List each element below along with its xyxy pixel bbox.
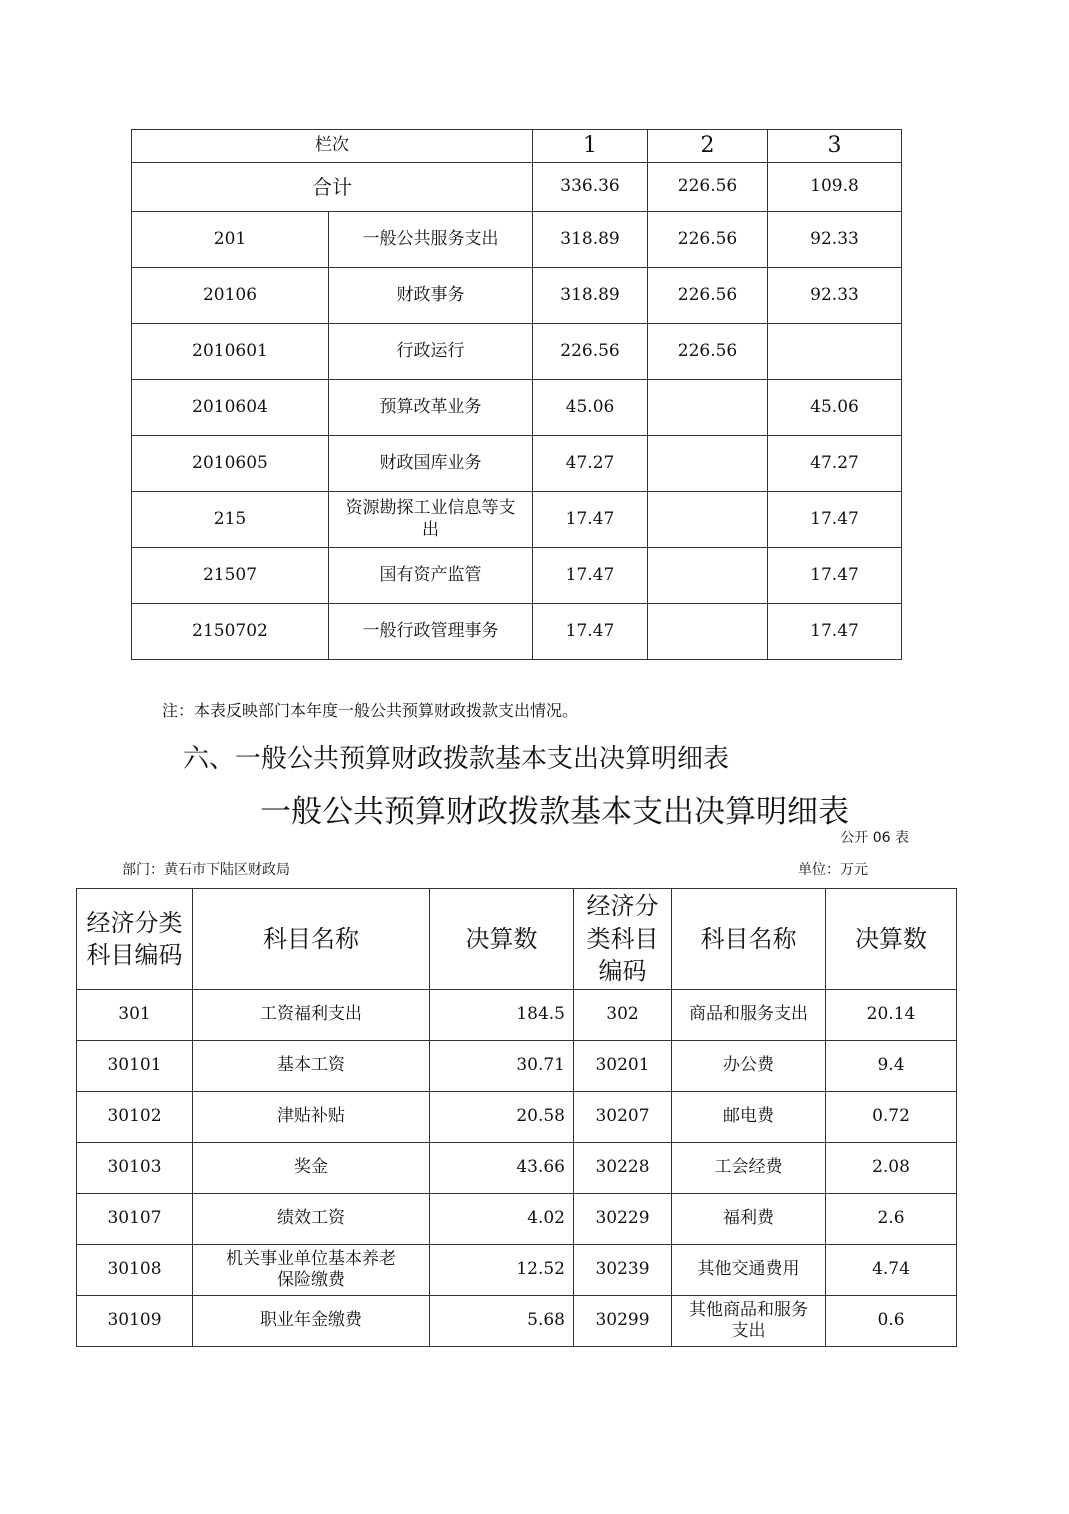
- name: 基本工资: [193, 1041, 430, 1092]
- code-2: 30229: [574, 1194, 672, 1245]
- table-row: [77, 1092, 957, 1143]
- header-code: 经济分类科目编码: [77, 889, 193, 990]
- table-row: [132, 268, 902, 324]
- code-2: 30299: [574, 1296, 672, 1347]
- header-name-2: 科目名称: [672, 889, 826, 990]
- amount: 43.66: [430, 1143, 574, 1194]
- total-label: 合计: [132, 163, 533, 212]
- table-number: 公开 06 表: [840, 830, 909, 846]
- table-row: [77, 1041, 957, 1092]
- table-note: 注：本表反映部门本年度一般公共预算财政拨款支出情况。: [162, 701, 579, 720]
- column-index-3: 3: [768, 130, 902, 163]
- section-heading: 六、一般公共预算财政拨款基本支出决算明细表: [183, 744, 730, 774]
- unit-label: 单位：万元: [798, 862, 868, 878]
- subject-code: 21507: [132, 548, 329, 604]
- code-2: 30239: [574, 1245, 672, 1296]
- value-c1: 45.06: [533, 380, 648, 436]
- value-c3: 45.06: [768, 380, 902, 436]
- value-c1: 17.47: [533, 604, 648, 660]
- value-c2: [648, 436, 768, 492]
- subject-name: 行政运行: [329, 324, 533, 380]
- amount: 20.58: [430, 1092, 574, 1143]
- value-c2: 226.56: [648, 268, 768, 324]
- subject-code: 20106: [132, 268, 329, 324]
- total-c3: 109.8: [768, 163, 902, 212]
- value-c2: [648, 604, 768, 660]
- table-row: [132, 324, 902, 380]
- name: 奖金: [193, 1143, 430, 1194]
- code: 30102: [77, 1092, 193, 1143]
- subject-code: 215: [132, 492, 329, 548]
- amount-2: 2.08: [826, 1143, 957, 1194]
- value-c2: [648, 380, 768, 436]
- code-2: 30207: [574, 1092, 672, 1143]
- table-title: 一般公共预算财政拨款基本支出决算明细表: [260, 794, 849, 830]
- amount-2: 0.6: [826, 1296, 957, 1347]
- code: 30109: [77, 1296, 193, 1347]
- table-row: [132, 380, 902, 436]
- table-row: [77, 1245, 957, 1296]
- amount: 30.71: [430, 1041, 574, 1092]
- header-amount-2: 决算数: [826, 889, 957, 990]
- code: 30107: [77, 1194, 193, 1245]
- name: 工资福利支出: [193, 990, 430, 1041]
- name: 绩效工资: [193, 1194, 430, 1245]
- table-row: [77, 990, 957, 1041]
- subject-name: 预算改革业务: [329, 380, 533, 436]
- table-row: [77, 1143, 957, 1194]
- value-c2: 226.56: [648, 212, 768, 268]
- value-c2: [648, 548, 768, 604]
- total-c2: 226.56: [648, 163, 768, 212]
- column-index-1: 1: [533, 130, 648, 163]
- header-row: [77, 889, 957, 990]
- name-2: 其他交通费用: [672, 1245, 826, 1296]
- subject-name: 一般公共服务支出: [329, 212, 533, 268]
- name-2: 福利费: [672, 1194, 826, 1245]
- code-2: 30228: [574, 1143, 672, 1194]
- name-2: 其他商品和服务支出: [672, 1296, 826, 1347]
- column-index-row: [132, 130, 902, 163]
- code: 30101: [77, 1041, 193, 1092]
- amount-2: 9.4: [826, 1041, 957, 1092]
- value-c3: [768, 324, 902, 380]
- value-c3: 47.27: [768, 436, 902, 492]
- subject-code: 201: [132, 212, 329, 268]
- subject-name: 国有资产监管: [329, 548, 533, 604]
- code: 30108: [77, 1245, 193, 1296]
- total-row: [132, 163, 902, 212]
- header-code-2: 经济分类科目编码: [574, 889, 672, 990]
- department-label: 部门：黄石市下陆区财政局: [122, 862, 290, 878]
- table-row: [77, 1296, 957, 1347]
- amount-2: 2.6: [826, 1194, 957, 1245]
- code: 301: [77, 990, 193, 1041]
- subject-code: 2010601: [132, 324, 329, 380]
- table-row: [77, 1194, 957, 1245]
- value-c3: 17.47: [768, 492, 902, 548]
- amount: 184.5: [430, 990, 574, 1041]
- value-c3: 17.47: [768, 548, 902, 604]
- value-c1: 17.47: [533, 548, 648, 604]
- subject-name: 财政国库业务: [329, 436, 533, 492]
- name-2: 办公费: [672, 1041, 826, 1092]
- name-2: 邮电费: [672, 1092, 826, 1143]
- value-c1: 226.56: [533, 324, 648, 380]
- subject-code: 2010604: [132, 380, 329, 436]
- amount-2: 20.14: [826, 990, 957, 1041]
- value-c1: 318.89: [533, 212, 648, 268]
- table-row: [132, 548, 902, 604]
- name: 机关事业单位基本养老保险缴费: [193, 1245, 430, 1296]
- total-c1: 336.36: [533, 163, 648, 212]
- value-c2: [648, 492, 768, 548]
- code-2: 302: [574, 990, 672, 1041]
- code-2: 30201: [574, 1041, 672, 1092]
- name: 职业年金缴费: [193, 1296, 430, 1347]
- amount: 12.52: [430, 1245, 574, 1296]
- subject-name: 一般行政管理事务: [329, 604, 533, 660]
- name-2: 工会经费: [672, 1143, 826, 1194]
- code: 30103: [77, 1143, 193, 1194]
- column-index-label: 栏次: [132, 130, 533, 163]
- value-c1: 47.27: [533, 436, 648, 492]
- table-row: [132, 212, 902, 268]
- value-c1: 17.47: [533, 492, 648, 548]
- amount: 4.02: [430, 1194, 574, 1245]
- amount-2: 4.74: [826, 1245, 957, 1296]
- table-row: [132, 492, 902, 548]
- value-c2: 226.56: [648, 324, 768, 380]
- column-index-2: 2: [648, 130, 768, 163]
- name: 津贴补贴: [193, 1092, 430, 1143]
- table-row: [132, 604, 902, 660]
- value-c1: 318.89: [533, 268, 648, 324]
- header-amount: 决算数: [430, 889, 574, 990]
- subject-name: 资源勘探工业信息等支出: [329, 492, 533, 548]
- table-row: [132, 436, 902, 492]
- appropriation-expenditure-table: [131, 129, 902, 660]
- name-2: 商品和服务支出: [672, 990, 826, 1041]
- basic-expenditure-detail-table: [76, 888, 957, 1347]
- value-c3: 17.47: [768, 604, 902, 660]
- subject-code: 2150702: [132, 604, 329, 660]
- value-c3: 92.33: [768, 212, 902, 268]
- value-c3: 92.33: [768, 268, 902, 324]
- amount: 5.68: [430, 1296, 574, 1347]
- subject-code: 2010605: [132, 436, 329, 492]
- subject-name: 财政事务: [329, 268, 533, 324]
- header-name: 科目名称: [193, 889, 430, 990]
- amount-2: 0.72: [826, 1092, 957, 1143]
